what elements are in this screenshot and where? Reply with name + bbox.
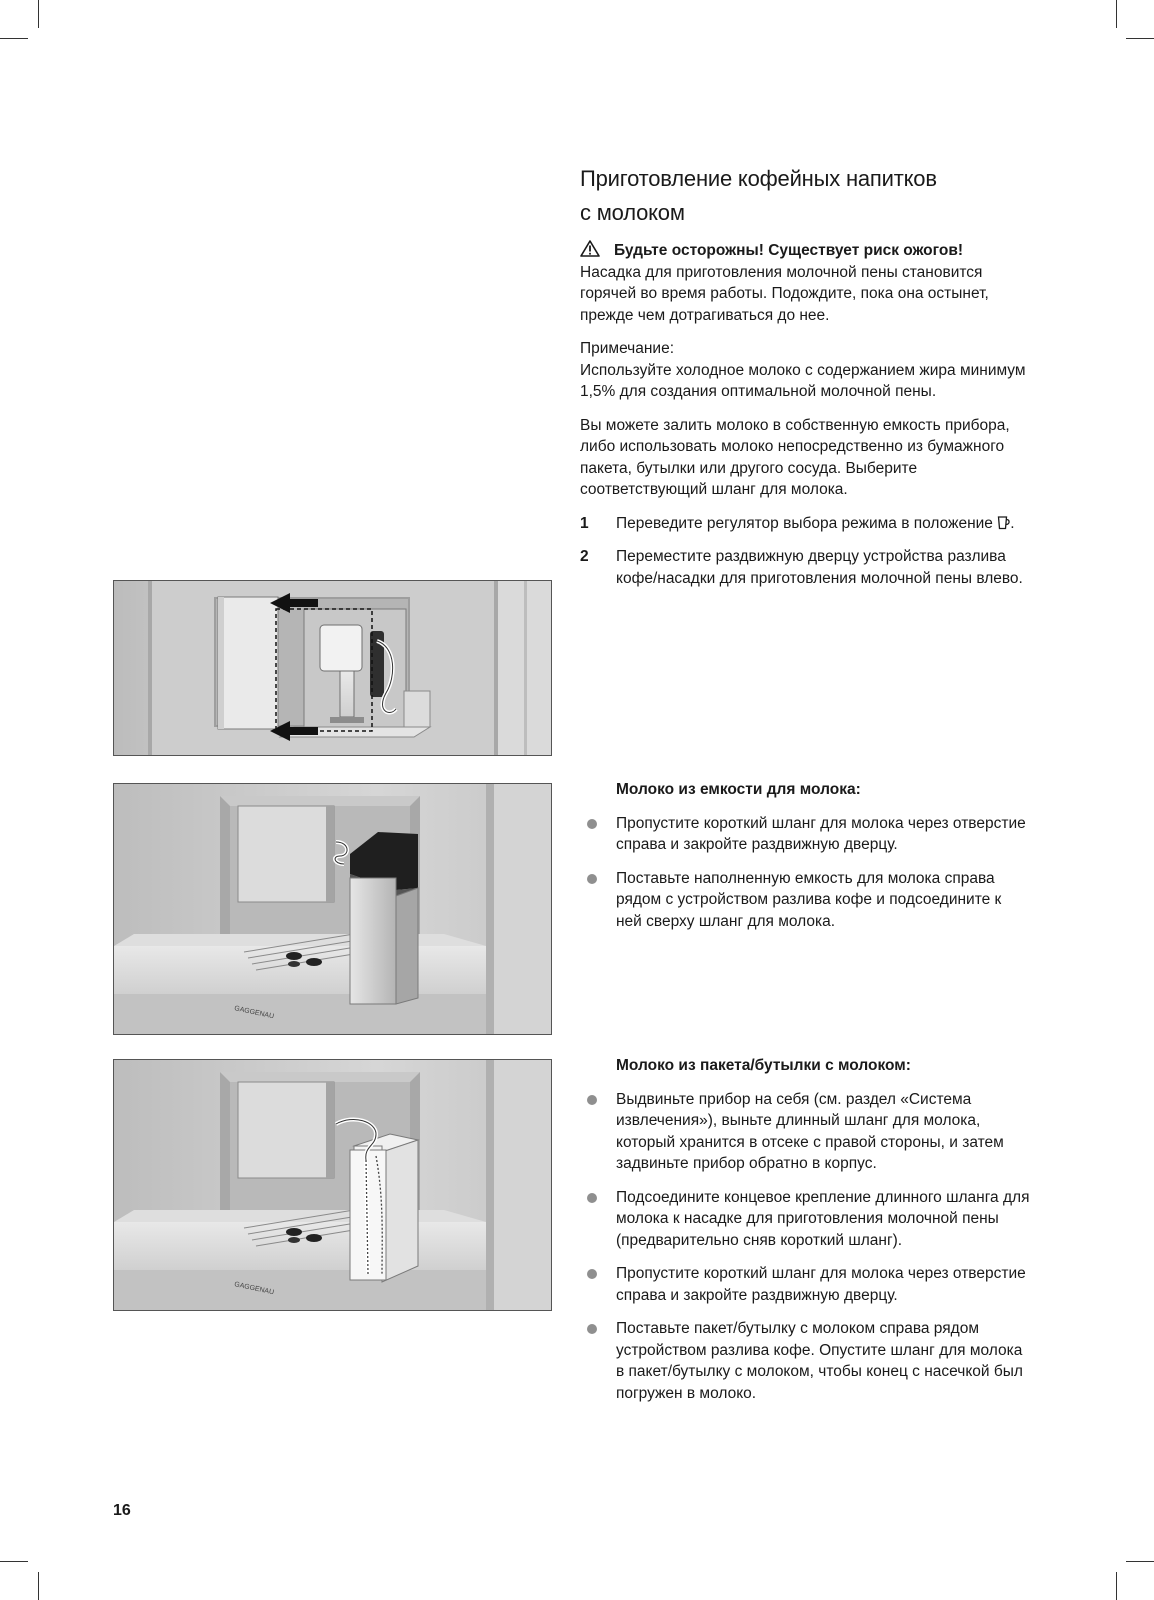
list-item	[580, 813, 1030, 856]
section-title-line1: Приготовление кофейных напитков	[580, 166, 937, 191]
crop-mark	[1116, 1572, 1117, 1600]
package-section-title: Молоко из пакета/бутылки с молоком:	[616, 1057, 911, 1074]
list-item	[580, 1263, 1030, 1306]
step-text-end: .	[1010, 514, 1015, 532]
step-number: 1	[580, 514, 589, 532]
crop-mark	[1126, 1561, 1154, 1562]
sliding-door-illustration	[114, 581, 551, 755]
brand-text: GAGGENAU	[233, 1281, 275, 1297]
bullet-dot-icon	[587, 1193, 597, 1203]
note-label: Примечание:	[580, 340, 675, 357]
container-section-title: Молоко из емкости для молока:	[616, 781, 861, 798]
crop-mark	[0, 38, 28, 39]
intro-text: Вы можете залить молоко в собственную емкость прибора, либо использовать молоко непосредственно из бумажного пакета, бутылки или другого сосуда. Выберите соответствующий шланг для молока.	[580, 416, 1010, 498]
container-section	[580, 779, 1030, 944]
step-2	[580, 546, 1030, 589]
crop-mark	[1126, 38, 1154, 39]
list-item-text: Выдвиньте прибор на себя (см. раздел «Система извлечения»), выньте длинный шланг для молока, который хранится в отсеке с правой стороны, и затем задвиньте прибор обратно в корпус.	[616, 1090, 1004, 1172]
list-item-text: Пропустите короткий шланг для молока через отверстие справа и закройте раздвижную дверцу.	[616, 1265, 1026, 1304]
note-text: Используйте холодное молоко с содержанием жира минимум 1,5% для создания оптимальной молочной пены.	[580, 361, 1026, 400]
list-item-text: Подсоедините концевое крепление длинного шланга для молока к насадке для приготовления молочной пены (предварительно сняв короткий шланг).	[616, 1188, 1030, 1249]
list-item	[580, 1318, 1030, 1404]
warning-triangle-icon	[580, 240, 600, 257]
crop-mark	[38, 0, 39, 28]
main-text-column	[580, 162, 1030, 601]
step-number: 2	[580, 548, 589, 565]
figure-milk-package	[113, 1059, 552, 1311]
brand-text: GAGGENAU	[233, 1005, 275, 1021]
list-item-text: Поставьте наполненную емкость для молока справа рядом с устройством разлива кофе и подсоедините к ней сверху шланг для молока.	[616, 869, 1002, 930]
warning-text: Насадка для приготовления молочной пены становится горячей во время работы. Подождите, пока она остынет, прежде чем дотрагиваться до нее.	[580, 263, 989, 324]
bullet-dot-icon	[587, 874, 597, 884]
crop-mark	[1116, 0, 1117, 28]
milk-container-illustration	[114, 784, 551, 1034]
bullet-dot-icon	[587, 1269, 597, 1279]
step-text: Переведите регулятор выбора режима в положение	[616, 514, 993, 532]
package-section	[580, 1055, 1030, 1416]
list-item-text: Поставьте пакет/бутылку с молоком справа рядом устройством разлива кофе. Опустите шланг для молока в пакет/бутылку с молоком, чтобы конец с насечкой был погружен в молоко.	[616, 1320, 1023, 1402]
section-title	[580, 162, 1030, 230]
warning-block	[580, 240, 1030, 326]
bullet-dot-icon	[587, 819, 597, 829]
section-title-line2: с молоком	[580, 200, 685, 225]
step-text: Переместите раздвижную дверцу устройства разлива кофе/насадки для приготовления молочной пены влево.	[616, 548, 1023, 587]
figure-milk-container	[113, 783, 552, 1035]
warning-title: Будьте осторожны! Существует риск ожогов!	[614, 242, 964, 259]
bullet-dot-icon	[587, 1095, 597, 1105]
note-block	[580, 338, 1030, 403]
crop-mark	[38, 1572, 39, 1600]
figure-sliding-door	[113, 580, 552, 756]
list-item	[580, 1089, 1030, 1175]
warning-title-row	[580, 240, 1030, 262]
page-number: 16	[113, 1502, 131, 1519]
step-1	[580, 513, 1030, 535]
milk-cup-icon	[997, 515, 1010, 530]
bullet-dot-icon	[587, 1324, 597, 1334]
milk-package-illustration	[114, 1060, 551, 1310]
crop-mark	[0, 1561, 28, 1562]
list-item	[580, 868, 1030, 933]
list-item-text: Пропустите короткий шланг для молока через отверстие справа и закройте раздвижную дверцу.	[616, 814, 1026, 853]
list-item	[580, 1187, 1030, 1252]
